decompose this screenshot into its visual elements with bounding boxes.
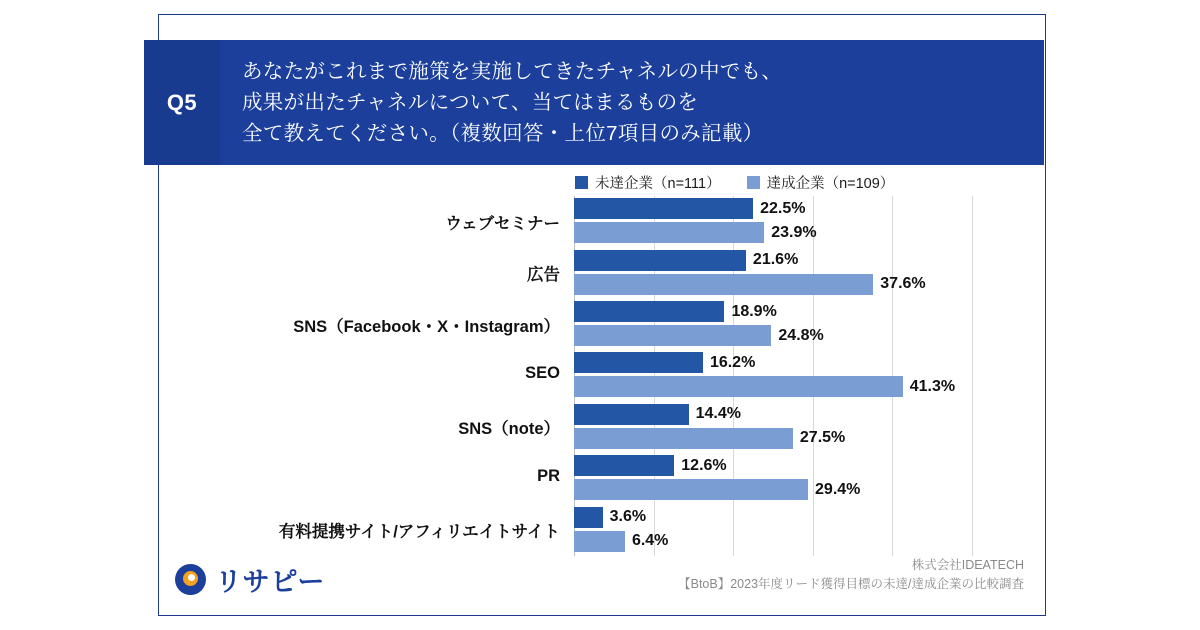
question-line-1: あなたがこれまで施策を実施してきたチャネルの中でも、 bbox=[242, 60, 783, 83]
chart-group bbox=[525, 350, 972, 401]
bar-row bbox=[574, 250, 972, 271]
question-number-box bbox=[144, 40, 220, 165]
chart-plot-area bbox=[278, 196, 972, 556]
bar bbox=[574, 507, 603, 528]
legend-label-1: 達成企業（n=109） bbox=[766, 176, 895, 192]
chart-credits bbox=[678, 556, 1024, 594]
bar-row bbox=[574, 222, 972, 243]
bar-value-label: 41.3% bbox=[909, 377, 956, 395]
bar bbox=[574, 250, 746, 271]
bar-value-label: 18.9% bbox=[731, 302, 777, 320]
credit-company: 株式会社IDEATECH bbox=[911, 558, 1024, 572]
legend-item-0 bbox=[575, 172, 721, 193]
chart-group bbox=[527, 247, 972, 298]
bar bbox=[574, 376, 903, 397]
legend-item-1 bbox=[747, 172, 895, 193]
bar bbox=[574, 479, 808, 500]
bar bbox=[574, 274, 873, 295]
legend-label-0: 未達企業（n=111） bbox=[595, 176, 721, 192]
bar-row bbox=[574, 404, 972, 425]
bar-chart bbox=[176, 196, 1026, 566]
bar-row bbox=[574, 301, 972, 322]
category-label: SNS（note） bbox=[458, 420, 560, 439]
bar-value-label: 3.6% bbox=[609, 508, 647, 526]
bar-row bbox=[574, 531, 972, 552]
question-line-3: 全て教えてください。（複数回答・上位7項目のみ記載） bbox=[242, 122, 764, 145]
chart-group bbox=[458, 402, 972, 453]
category-label: 有料提携サイト/アフィリエイトサイト bbox=[278, 523, 560, 542]
bar bbox=[574, 352, 703, 373]
bar-row bbox=[574, 428, 972, 449]
gridline bbox=[972, 196, 973, 556]
bar bbox=[574, 198, 753, 219]
bar-value-label: 29.4% bbox=[815, 480, 861, 498]
category-label: PR bbox=[537, 466, 560, 485]
bar bbox=[574, 301, 724, 322]
chart-group bbox=[293, 299, 972, 350]
bar-value-label: 21.6% bbox=[752, 251, 799, 269]
bar-value-label: 14.4% bbox=[695, 405, 741, 423]
brand-logo bbox=[175, 560, 325, 599]
bar-row bbox=[574, 198, 972, 219]
bar-value-label: 16.2% bbox=[709, 353, 756, 371]
question-line-2: 成果が出たチャネルについて、当てはまるものを bbox=[242, 91, 699, 114]
bar-value-label: 12.6% bbox=[681, 456, 727, 474]
category-label: SNS（Facebook・X・Instagram） bbox=[293, 317, 560, 336]
bar-row bbox=[574, 325, 972, 346]
category-label: 広告 bbox=[527, 266, 560, 285]
brand-logo-text: リサピー bbox=[215, 567, 326, 597]
bar-row bbox=[574, 455, 972, 476]
bar bbox=[574, 455, 674, 476]
bar-value-label: 6.4% bbox=[631, 532, 669, 550]
category-label: SEO bbox=[525, 363, 560, 382]
bar-value-label: 37.6% bbox=[880, 275, 926, 293]
bar-row bbox=[574, 274, 972, 295]
bar bbox=[574, 428, 793, 449]
chart-group bbox=[445, 196, 972, 247]
credit-survey: 【BtoB】2023年度リード獲得目標の未達/達成企業の比較調査 bbox=[678, 577, 1024, 591]
bar bbox=[574, 531, 625, 552]
chart-group bbox=[278, 505, 972, 556]
bar-value-label: 23.9% bbox=[771, 223, 817, 241]
bar bbox=[574, 222, 764, 243]
risapy-mark-icon bbox=[175, 564, 206, 595]
bar-row bbox=[574, 507, 972, 528]
bar-row bbox=[574, 352, 972, 373]
bar-row bbox=[574, 479, 972, 500]
bar-row bbox=[574, 376, 972, 397]
bar-value-label: 22.5% bbox=[760, 199, 806, 217]
chart-group bbox=[537, 453, 972, 504]
bar bbox=[574, 325, 771, 346]
legend-swatch-icon-1 bbox=[747, 176, 760, 189]
question-text-box bbox=[220, 40, 1044, 165]
bar-value-label: 27.5% bbox=[799, 429, 846, 447]
question-number: Q5 bbox=[166, 89, 198, 115]
legend-swatch-icon-0 bbox=[575, 176, 588, 189]
bar bbox=[574, 404, 689, 425]
bar-value-label: 24.8% bbox=[778, 326, 824, 344]
category-label: ウェブセミナー bbox=[445, 214, 560, 233]
chart-legend bbox=[575, 172, 995, 193]
